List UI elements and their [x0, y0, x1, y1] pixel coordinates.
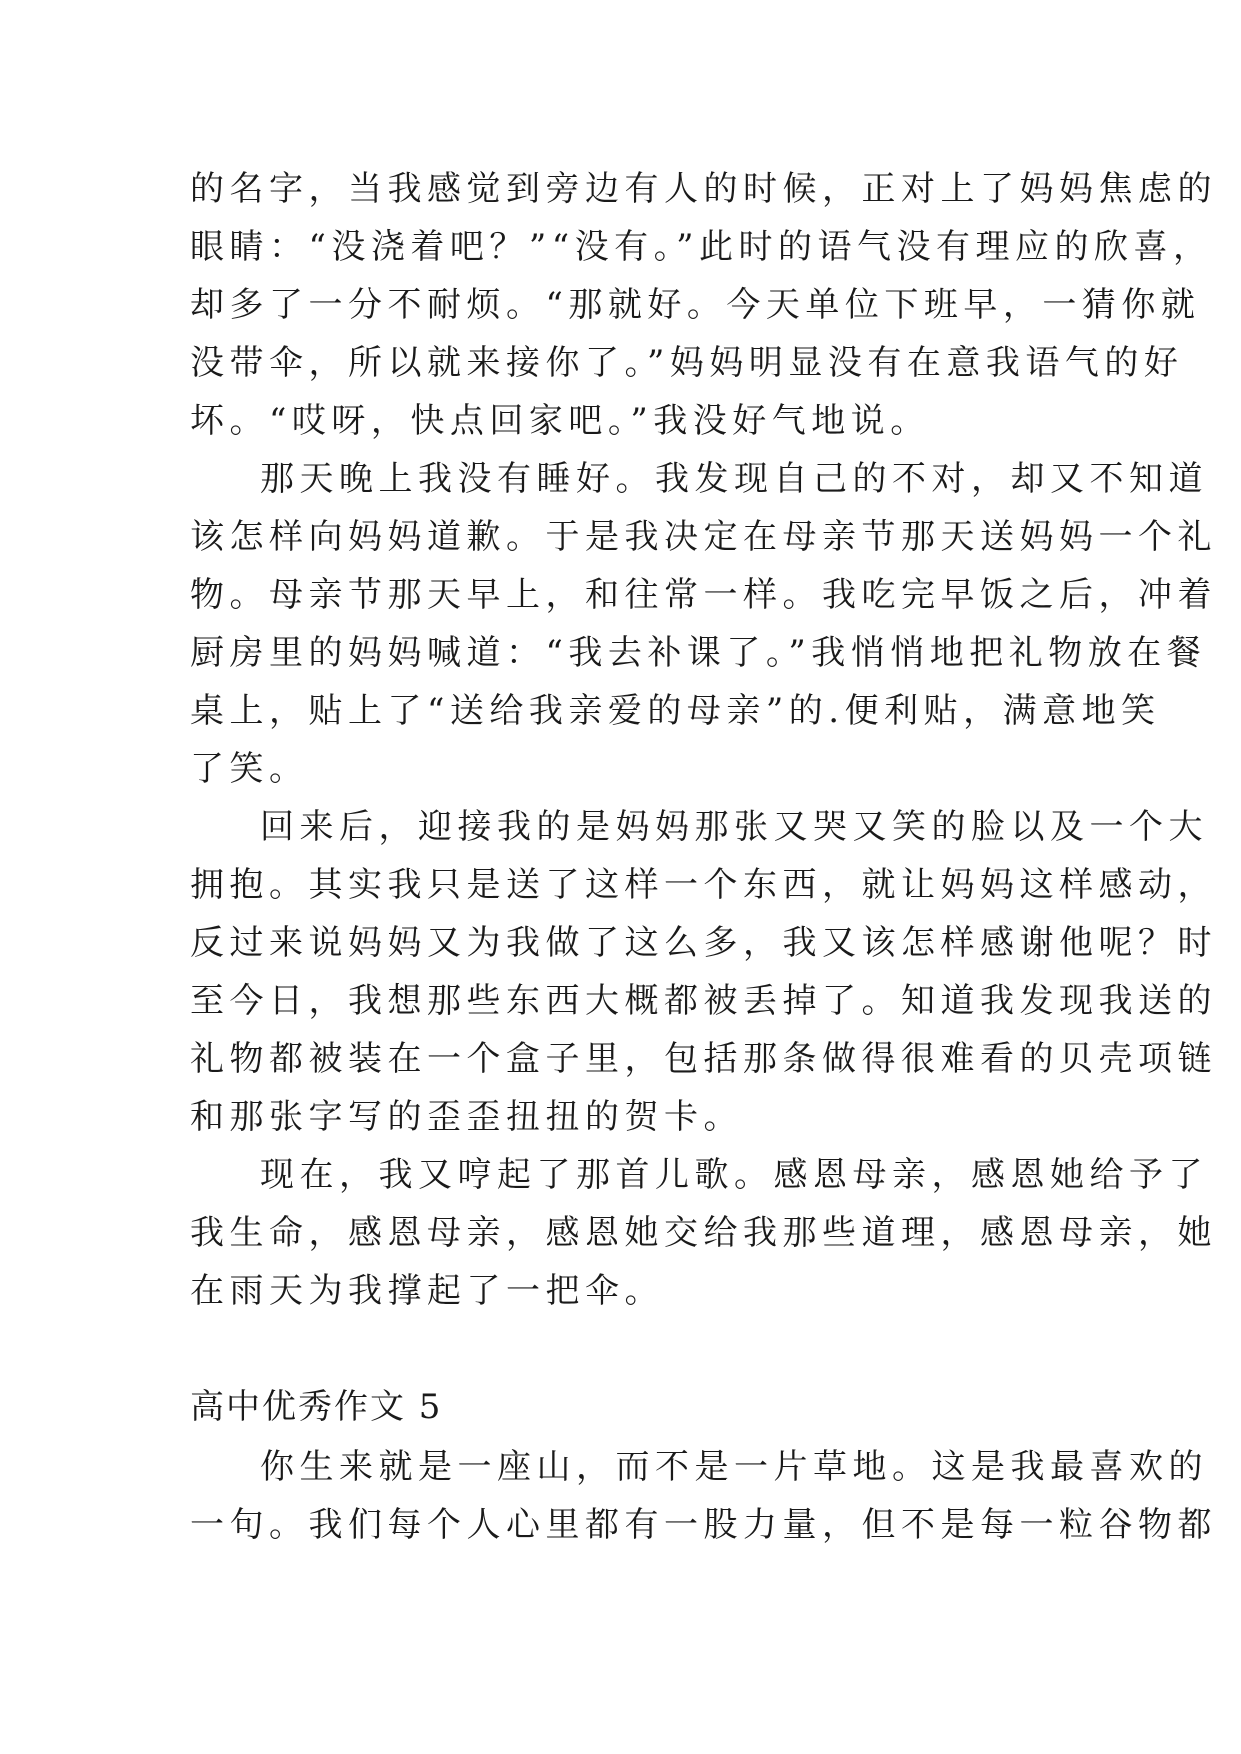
text-line: 厨房里的妈妈喊道：“我去补课了。”我悄悄地把礼物放在餐	[190, 633, 1207, 673]
text-line: 现在，我又哼起了那首儿歌。感恩母亲，感恩她给予了	[260, 1155, 1208, 1195]
text-line: 的名字，当我感觉到旁边有人的时候，正对上了妈妈焦虑的	[190, 169, 1217, 209]
text-line: 该怎样向妈妈道歉。于是我决定在母亲节那天送妈妈一个礼	[190, 517, 1217, 557]
text-line: 在雨天为我撑起了一把伞。	[190, 1271, 664, 1311]
text-line: 物。母亲节那天早上，和往常一样。我吃完早饭之后，冲着	[190, 575, 1217, 615]
text-line: 拥抱。其实我只是送了这样一个东西，就让妈妈这样感动，	[190, 865, 1217, 905]
section-spacer	[190, 1320, 1060, 1376]
text-line: 了笑。	[190, 749, 309, 789]
section-heading: 高中优秀作文 5	[190, 1387, 443, 1427]
document-body	[190, 160, 1217, 1554]
text-line: 桌上，贴上了“送给我亲爱的母亲”的.便利贴，满意地笑	[190, 691, 1161, 731]
text-line: 我生命，感恩母亲，感恩她交给我那些道理，感恩母亲，她	[190, 1213, 1217, 1253]
text-line: 坏。“哎呀，快点回家吧。”我没好气地说。	[190, 401, 930, 441]
paragraph	[190, 450, 1217, 798]
paragraph	[190, 1438, 1217, 1554]
text-line: 眼睛：“没浇着吧？”“没有。”此时的语气没有理应的欣喜，	[190, 227, 1213, 267]
text-line: 一句。我们每个人心里都有一股力量，但不是每一粒谷物都	[190, 1505, 1217, 1545]
text-line: 反过来说妈妈又为我做了这么多，我又该怎样感谢他呢？时	[190, 923, 1217, 963]
text-line: 却多了一分不耐烦。“那就好。今天单位下班早，一猜你就	[190, 285, 1201, 325]
paragraph	[190, 798, 1217, 1146]
text-line: 礼物都被装在一个盒子里，包括那条做得很难看的贝壳项链	[190, 1039, 1217, 1079]
text-line: 至今日，我想那些东西大概都被丢掉了。知道我发现我送的	[190, 981, 1217, 1021]
paragraph	[190, 160, 1217, 450]
text-line: 那天晚上我没有睡好。我发现自己的不对，却又不知道	[260, 459, 1208, 499]
paragraph	[190, 1146, 1217, 1320]
text-line: 没带伞，所以就来接你了。”妈妈明显没有在意我语气的好	[190, 343, 1184, 383]
text-line: 和那张字写的歪歪扭扭的贺卡。	[190, 1097, 743, 1137]
text-line: 回来后，迎接我的是妈妈那张又哭又笑的脸以及一个大	[260, 807, 1208, 847]
text-line: 你生来就是一座山，而不是一片草地。这是我最喜欢的	[260, 1447, 1208, 1487]
